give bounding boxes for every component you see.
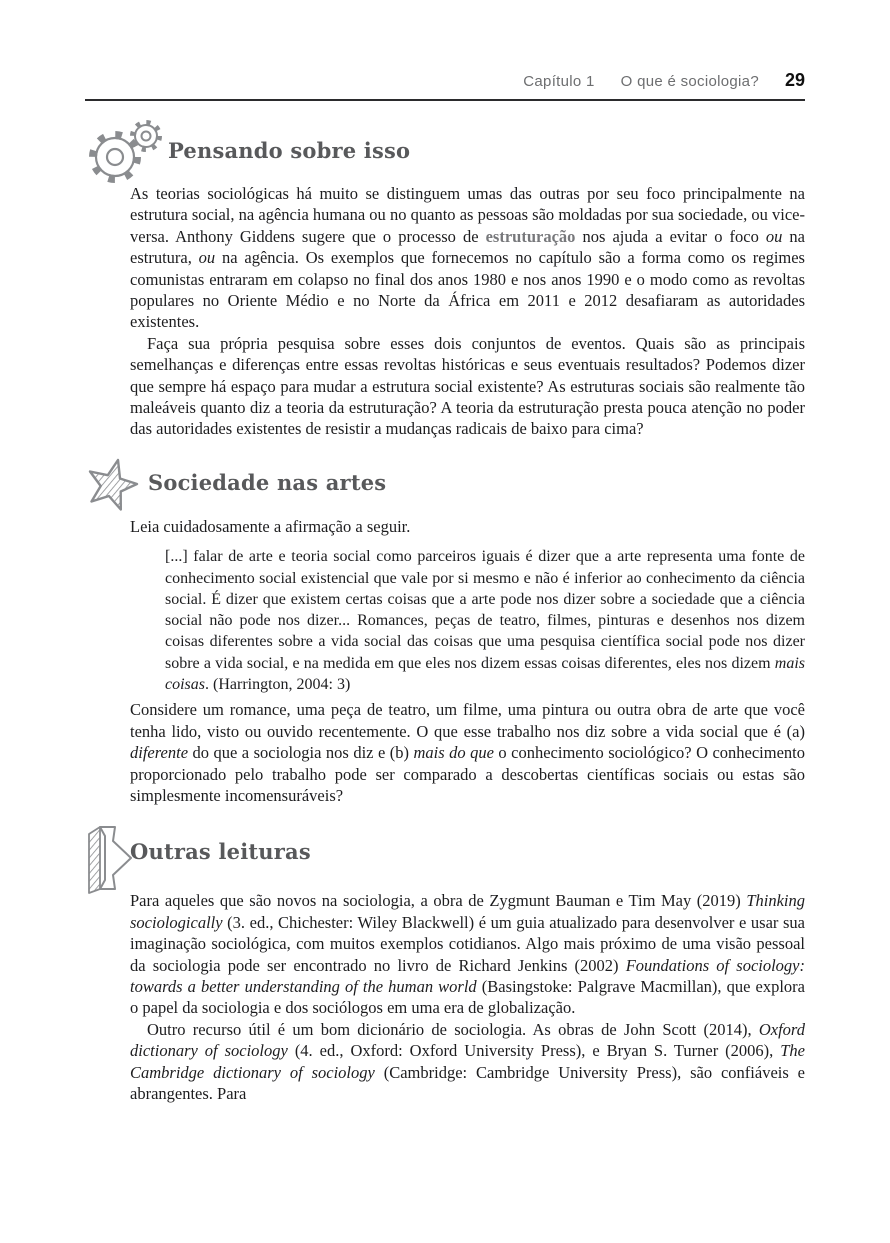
block-quote: [...] falar de arte e teoria social como parceiros iguais é dizer que a arte representa uma fonte de conhecimento social existencial que vale por si mesmo e não é inferior ao conhecimento da ciência social. É dizer que existem certas coisas que a arte pode nos dizer sobre a sociedade que a ciência social não pode nos dizer... Romances, peças de teatro, filmes, pinturas e desenhos nos dizem coisas diferentes sobre a vida social das coisas que uma pesquisa científica social pode nos dizer sobre a vida social, e na medida em que eles nos dizem essas coisas diferentes, eles nos dizem mais coisas. (Harrington, 2004: 3) bbox=[165, 548, 805, 694]
book-page bbox=[0, 70, 890, 1104]
section-header-pensando-sobre-isso bbox=[130, 119, 805, 183]
paragraph: As teorias sociológicas há muito se distinguem umas das outras por seu foco principalmente na estrutura social, na agência humana ou no quanto as pessoas são moldadas por sua sociedade, ou vice-versa. Anthony Giddens sugere que o processo de estruturação nos ajuda a evitar o foco ou na estrutura, ou na agência. Os exemplos que fornecemos no capítulo são a forma como os regimes comunistas entraram em colapso no final dos anos 1980 e nos anos 1990 e o modo como as revoltas populares no Oriente Médio e no Norte da África em 2011 e 2012 desafiaram as autoridades existentes. bbox=[130, 184, 805, 332]
section-body-pensando bbox=[130, 183, 805, 440]
section-title: Pensando sobre isso bbox=[168, 138, 411, 163]
paragraph: Para aqueles que são novos na sociologia, a obra de Zygmunt Bauman e Tim May (2019) Thinking sociologically (3. ed., Chichester: Wiley Blackwell) é um guia atualizado para desenvolver e usar sua imaginação sociológica, com muitos exemplos cotidianos. Algo mais próximo de uma visão pessoal da sociologia pode ser encontrado no livro de Richard Jenkins (2002) Foundations of sociology: towards a better understanding of the human world (Basingstoke: Palgrave Macmillan), que explora o papel da sociologia e dos sociólogos em uma era de globalização. bbox=[130, 891, 806, 1018]
gears-icon bbox=[85, 119, 163, 188]
header-chapter-label: Capítulo 1 bbox=[523, 73, 595, 90]
page-content bbox=[130, 119, 805, 1104]
header-page-title: O que é sociologia? bbox=[620, 73, 759, 90]
section-header-sociedade-nas-artes bbox=[130, 454, 805, 512]
section-header-outras-leituras bbox=[130, 822, 805, 878]
paragraph: Leia cuidadosamente a afirmação a seguir. bbox=[130, 516, 411, 536]
star-icon bbox=[82, 454, 140, 517]
paragraph: Considere um romance, uma peça de teatro, um filme, uma pintura ou outra obra de arte que você tenha lido, visto ou ouvido recentemente. O que esse trabalho nos diz sobre a vida social que é (a) diferente do que a sociologia nos diz e (b) mais do que o conhecimento sociológico? O conhecimento proporcionado pelo trabalho pode ser comparado a descobertas científicas sociais ou estas são simplesmente incomensuráveis? bbox=[130, 700, 806, 805]
section-body-outras-leituras bbox=[130, 890, 805, 1104]
header-page-number: 29 bbox=[784, 70, 805, 90]
arrow-right-icon bbox=[83, 818, 135, 903]
section-title: Sociedade nas artes bbox=[148, 469, 387, 495]
section-body-sociedade bbox=[130, 516, 805, 807]
section-title: Outras leituras bbox=[130, 839, 311, 865]
paragraph: Faça sua própria pesquisa sobre esses dois conjuntos de eventos. Quais são as principais semelhanças e diferenças entre essas revoltas históricas e seus eventuais resultados? Podemos dizer que sempre há espaço para mudar a estrutura social existente? As estruturas sociais são realmente tão maleáveis quanto diz a teoria da estruturação? A teoria da estruturação presta pouca atenção no poder das autoridades existentes de resistir a mudanças radicais de baixo para cima? bbox=[130, 333, 805, 439]
paragraph: Outro recurso útil é um bom dicionário de sociologia. As obras de John Scott (2014), Oxford dictionary of sociology (4. ed., Oxford: Oxford University Press), e Bryan S. Turner (2006), The Cambridge dictionary of sociology (Cambridge: Cambridge University Press), são confiáveis e abrangentes. Para bbox=[130, 1019, 805, 1104]
page-header bbox=[85, 70, 805, 101]
